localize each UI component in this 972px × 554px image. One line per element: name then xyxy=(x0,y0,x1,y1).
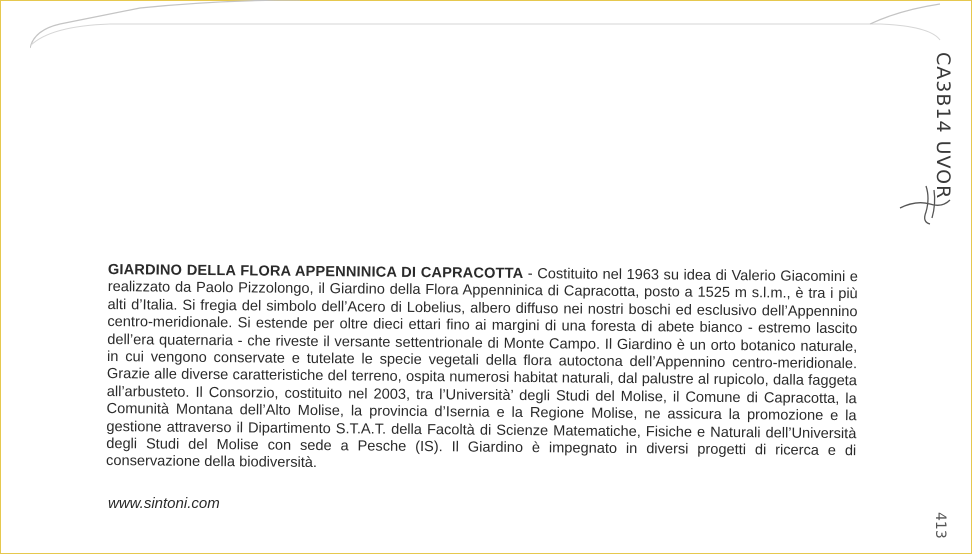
garden-heading: GIARDINO DELLA FLORA APPENNINICA DI CAPRACOTTA xyxy=(107,262,524,282)
website-link[interactable]: www.sintoni.com xyxy=(108,495,220,512)
handwritten-code: CA3B14 UVOR xyxy=(932,52,954,200)
garden-description: Costituito nel 1963 su idea di Valerio Giacomini e realizzato da Paolo Pizzolongo, il Giardino della Flora Appenninica di Capracotta, posto a 1525 m s.l.m., è tra i più alti d’Italia. Si fregia del simbolo dell’Acero di Lobelius, albero diffuso nei nostri boschi ed esclusivo dell’Appennino centro-meridionale. Si estende per oltre dieci ettari fino ai margini di una foresta di abete bianco - estremo lascito dell’era quaternaria - che riveste il versante settentrionale di Monte Campo. Il Giardino è un orto botanico naturale, in cui vengono conservate e tutelate le specie vegetali della flora autoctona dell’Appennino centro-meridionale. Grazie alle diverse caratteristiche del terreno, ospita numerosi habitat naturali, dal palustre al rupicolo, dalla faggeta all’arbusteto. Il Consorzio, costituito nel 2003, tra l’Università’ degli Studi del Molise, il Comune di Capracotta, la Comunità Montana dell’Alto Molise, la provincia d’Isernia e la Regione Molise, ne assicura la promozione e la gestione attraverso il Dipartimento S.T.A.T. della Facoltà di Scienze Matematiche, Fisiche e Naturali dell’Università degli Studi del Molise con sede a Pesche (IS). Il Giardino è impegnato in diversi progetti di ricerca e di conservazione della biodiversità. xyxy=(106,266,858,472)
catalog-number: 413 xyxy=(932,512,948,539)
handwritten-signature xyxy=(896,178,956,228)
description-paragraph xyxy=(106,262,858,478)
heading-separator: - xyxy=(523,265,538,283)
